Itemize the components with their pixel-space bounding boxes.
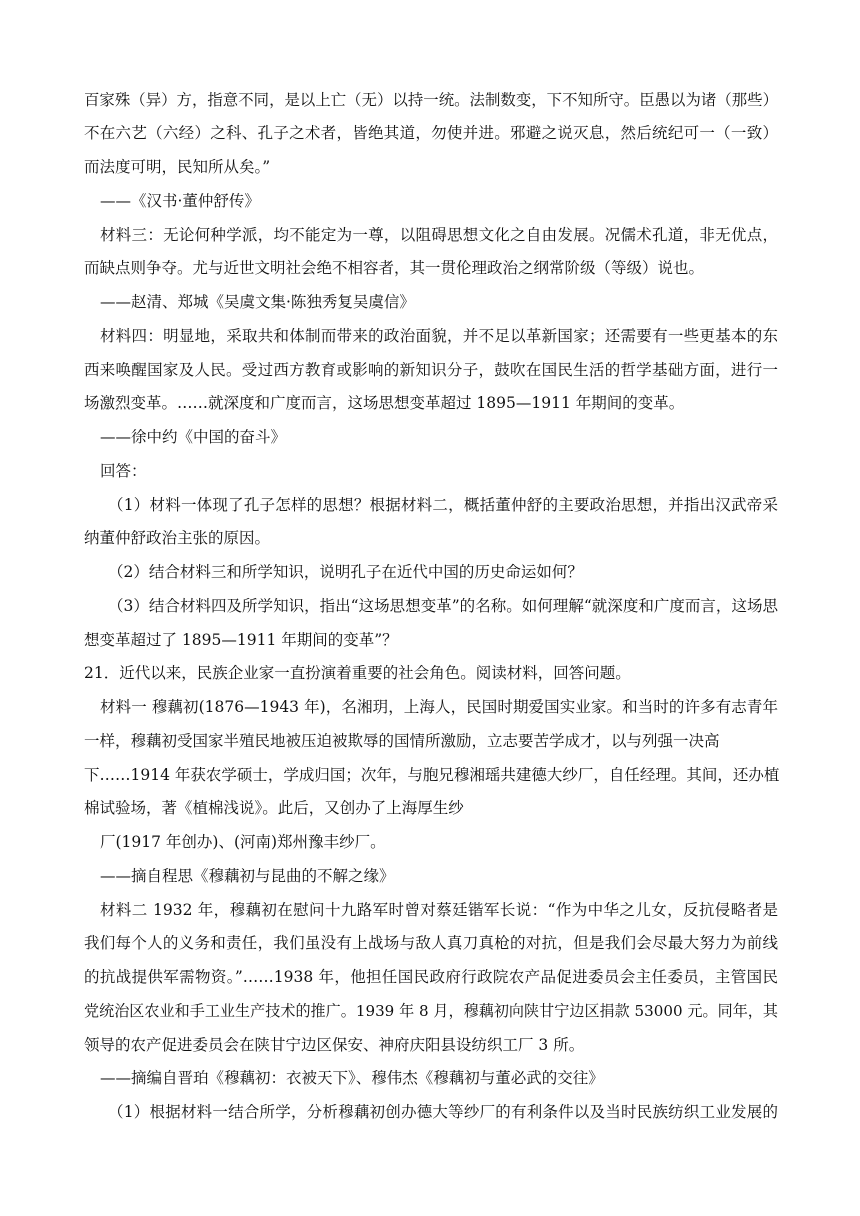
source-citation: ——徐中约《中国的奋斗》 bbox=[100, 428, 287, 446]
text-line: 场激烈变革。……就深度和广度而言，这场思想变革超过 1895—1911 年期间的变革。 bbox=[84, 394, 685, 412]
source-citation: ——摘编自晋珀《穆藕初：衣被天下》、穆伟杰《穆藕初与董必武的交往》 bbox=[100, 1069, 604, 1087]
text-line: 厂(1917 年创办)、(河南)郑州豫丰纱厂。 bbox=[100, 833, 386, 851]
material-two-line: 材料二 1932 年，穆藕初在慰问十九路军时曾对蔡廷锴军长说：“作为中华之儿女，反抗侵略者是 bbox=[100, 901, 778, 919]
question-1: （1）材料一体现了孔子怎样的思想？根据材料二，概括董仲舒的主要政治思想，并指出汉武帝采 bbox=[108, 496, 778, 514]
text-line: 一样，穆藕初受国家半殖民地被压迫被欺辱的国情所激励，立志要苦学成才，以与列强一决高 bbox=[84, 732, 720, 750]
question-21-1: （1）根据材料一结合所学，分析穆藕初创办德大等纱厂的有利条件以及当时民族纺织工业发展的 bbox=[108, 1103, 778, 1121]
text-line: 百家殊（异）方，指意不同，是以上亡（无）以持一统。法制数变，下不知所守。臣愚以为诸（那些） bbox=[84, 91, 778, 109]
text-line: 想变革超过了 1895—1911 年期间的变革”？ bbox=[84, 631, 398, 649]
text-line: 棉试验场，著《植棉浅说》。此后，又创办了上海厚生纱 bbox=[84, 799, 464, 817]
source-citation: ——赵清、郑城《吴虞文集·陈独秀复吴虞信》 bbox=[100, 293, 415, 311]
text-line: 领导的农产促进委员会在陕甘宁边区保安、神府庆阳县设纺织工厂 3 所。 bbox=[84, 1036, 585, 1054]
question-2: （2）结合材料三和所学知识，说明孔子在近代中国的历史命运如何？ bbox=[108, 563, 583, 581]
text-line: 不在六艺（六经）之科、孔子之术者，皆绝其道，勿使并进。邪避之说灭息，然后统纪可一（一致） bbox=[84, 124, 778, 142]
answer-heading: 回答： bbox=[100, 462, 147, 480]
text-line: 而法度可明，民知所从矣。” bbox=[84, 158, 271, 176]
text-line: 下……1914 年获农学硕士，学成归国；次年，与胞兄穆湘瑶共建德大纱厂，自任经理。其间，还办植 bbox=[84, 766, 780, 784]
material-one-line: 材料一 穆藕初(1876—1943 年)，名湘玥，上海人，民国时期爱国实业家。和当时的许多有志青年 bbox=[100, 698, 778, 716]
source-citation: ——《汉书·董仲舒传》 bbox=[100, 192, 260, 210]
question-3: （3）结合材料四及所学知识，指出“这场思想变革”的名称。如何理解“就深度和广度而言，这场思 bbox=[108, 597, 778, 615]
material-three-line: 材料三：无论何种学派，均不能定为一尊，以阻碍思想文化之自由发展。况儒术孔道，非无优点， bbox=[100, 226, 778, 244]
text-line: 西来唤醒国家及人民。受过西方教育或影响的新知识分子，鼓吹在国民生活的哲学基础方面，进行一 bbox=[84, 361, 778, 379]
question-21-stem: 21．近代以来，民族企业家一直扮演着重要的社会角色。阅读材料，回答问题。 bbox=[84, 664, 631, 682]
material-four-line: 材料四：明显地，采取共和体制而带来的政治面貌，并不足以革新国家；还需要有一些更基本的东 bbox=[100, 327, 778, 345]
text-line: 而缺点则争夺。尤与近世文明社会绝不相容者，其一贯伦理政治之纲常阶级（等级）说也。 bbox=[84, 259, 705, 277]
text-line: 的抗战提供军需物资。”……1938 年，他担任国民政府行政院农产品促进委员会主任委员，主管国民 bbox=[84, 968, 778, 986]
text-line: 纳董仲舒政治主张的原因。 bbox=[84, 529, 271, 547]
source-citation: ——摘自程思《穆藕初与昆曲的不解之缘》 bbox=[100, 867, 395, 885]
text-line: 我们每个人的义务和责任，我们虽没有上战场与敌人真刀真枪的对抗，但是我们会尽最大努力为前线 bbox=[84, 934, 778, 952]
text-line: 党统治区农业和手工业生产技术的推广。1939 年 8 月，穆藕初向陕甘宁边区捐款 53000 元。同年，其 bbox=[84, 1002, 778, 1020]
